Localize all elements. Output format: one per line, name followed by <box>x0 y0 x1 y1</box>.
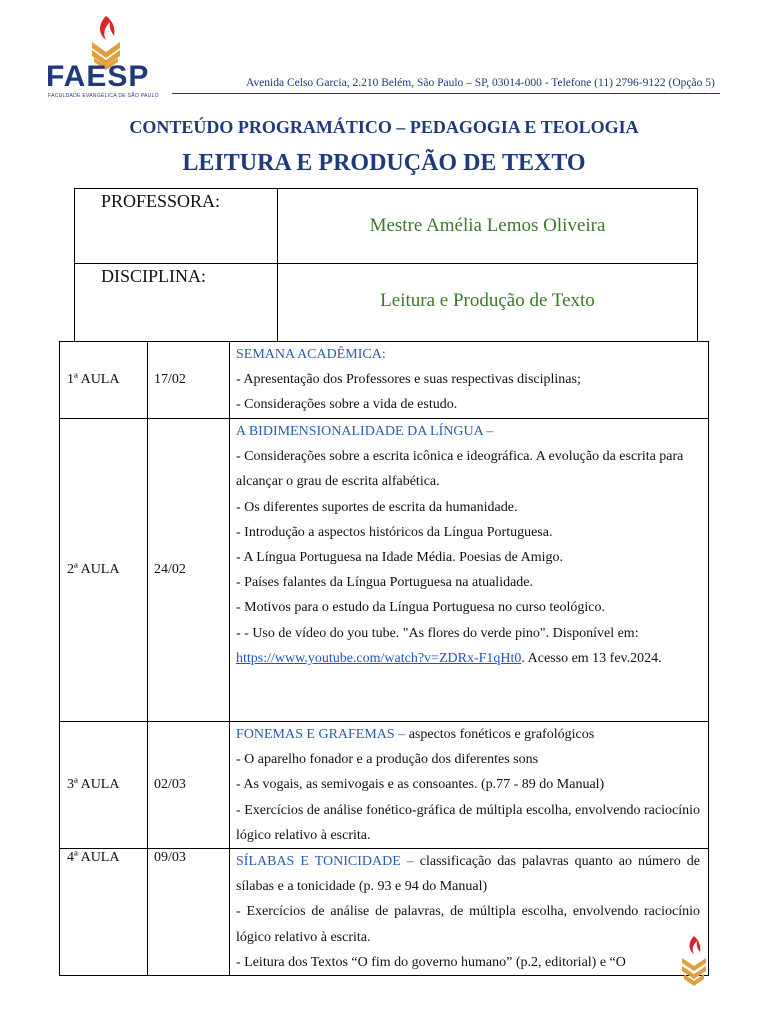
professor-value: Mestre Amélia Lemos Oliveira <box>278 189 698 264</box>
lesson-line: - - Uso de vídeo do you tube. "As flores do verde pino". Disponível em: <box>236 625 639 641</box>
table-row <box>60 722 709 849</box>
lesson-line: - As vogais, as semivogais e as consoantes. (p.77 - 89 do Manual) <box>236 777 605 793</box>
logo-subtitle: FACULDADE EVANGÉLICA DE SÃO PAULO <box>48 93 159 99</box>
lesson-heading-line <box>236 722 700 747</box>
professor-label: PROFESSORA: <box>75 189 278 264</box>
lesson-content <box>230 419 709 722</box>
lesson-date: 24/02 <box>148 419 230 722</box>
lesson-line: - Países falantes da Língua Portuguesa na atualidade. <box>236 575 534 591</box>
lesson-line: - Considerações sobre a vida de estudo. <box>236 397 458 413</box>
lesson-line: - Motivos para o estudo da Língua Portuguesa no curso teológico. <box>236 600 605 616</box>
lesson-heading-line <box>236 849 700 899</box>
faesp-watermark-icon <box>672 934 716 1000</box>
lesson-line: - Os diferentes suportes de escrita da humanidade. <box>236 499 518 515</box>
lesson-date: 09/03 <box>148 849 230 976</box>
access-date-text: . Acesso em 13 fev.2024. <box>521 650 662 666</box>
lesson-heading: A BIDIMENSIONALIDADE DA LÍNGUA – <box>236 424 494 439</box>
lesson-content <box>230 849 709 976</box>
lesson-number: 1ª AULA <box>60 342 148 419</box>
youtube-link[interactable]: https://www.youtube.com/watch?v=ZDRx-F1qHt0 <box>236 650 522 666</box>
lesson-heading: SÍLABAS E TONICIDADE – <box>236 854 414 870</box>
lesson-line: - A Língua Portuguesa na Idade Média. Poesias de Amigo. <box>236 550 563 566</box>
logo-wordmark: FAESP <box>46 60 150 93</box>
lesson-line: - O aparelho fonador e a produção dos diferentes sons <box>236 752 539 768</box>
lesson-number: 4ª AULA <box>60 849 148 976</box>
lesson-line: - Apresentação dos Professores e suas respectivas disciplinas; <box>236 372 581 388</box>
lesson-line: - Considerações sobre a escrita icônica e ideográfica. A evolução da escrita para alcançar o grau de escrita alfabética. <box>236 449 684 490</box>
lesson-heading-tail: classificação das palavras quanto ao número de sílabas e a tonicidade (p. 93 e 94 do Manual) <box>236 854 700 895</box>
document-title: LEITURA E PRODUÇÃO DE TEXTO <box>182 150 586 176</box>
table-row <box>60 849 709 976</box>
lesson-line: - Exercícios de análise de palavras, de múltipla escolha, envolvendo raciocínio lógico relativo à escrita. <box>236 904 700 945</box>
lesson-line: - Leitura dos Textos “O fim do governo humano” (p.2, editorial) e “O <box>236 954 626 970</box>
lesson-content <box>230 722 709 849</box>
lesson-number: 3ª AULA <box>60 722 148 849</box>
lesson-line <box>236 646 700 671</box>
lesson-heading: FONEMAS E GRAFEMAS – <box>236 727 406 742</box>
schedule-table <box>59 341 709 976</box>
lesson-date: 17/02 <box>148 342 230 419</box>
lesson-line: - Exercícios de análise fonético-gráfica de múltipla escolha, envolvendo raciocínio lógico relativo à escrita. <box>236 802 700 843</box>
lesson-content <box>230 342 709 419</box>
discipline-value: Leitura e Produção de Texto <box>278 264 698 342</box>
lesson-number: 2ª AULA <box>60 419 148 722</box>
lesson-line: - Introdução a aspectos históricos da Língua Portuguesa. <box>236 524 553 540</box>
table-row <box>60 419 709 722</box>
institution-address: Avenida Celso Garcia, 2.210 Belém, São Paulo – SP, 03014-000 - Telefone (11) 2796-9122 (Opção 5) <box>246 77 715 89</box>
discipline-label: DISCIPLINA: <box>75 264 278 342</box>
table-row <box>60 342 709 419</box>
course-info-table <box>74 188 698 342</box>
document-heading: CONTEÚDO PROGRAMÁTICO – PEDAGOGIA E TEOLOGIA <box>129 117 639 137</box>
lesson-heading-tail: aspectos fonéticos e grafológicos <box>405 727 595 742</box>
lesson-date: 02/03 <box>148 722 230 849</box>
header-divider <box>172 93 720 94</box>
lesson-heading: SEMANA ACADÊMICA: <box>236 347 386 362</box>
